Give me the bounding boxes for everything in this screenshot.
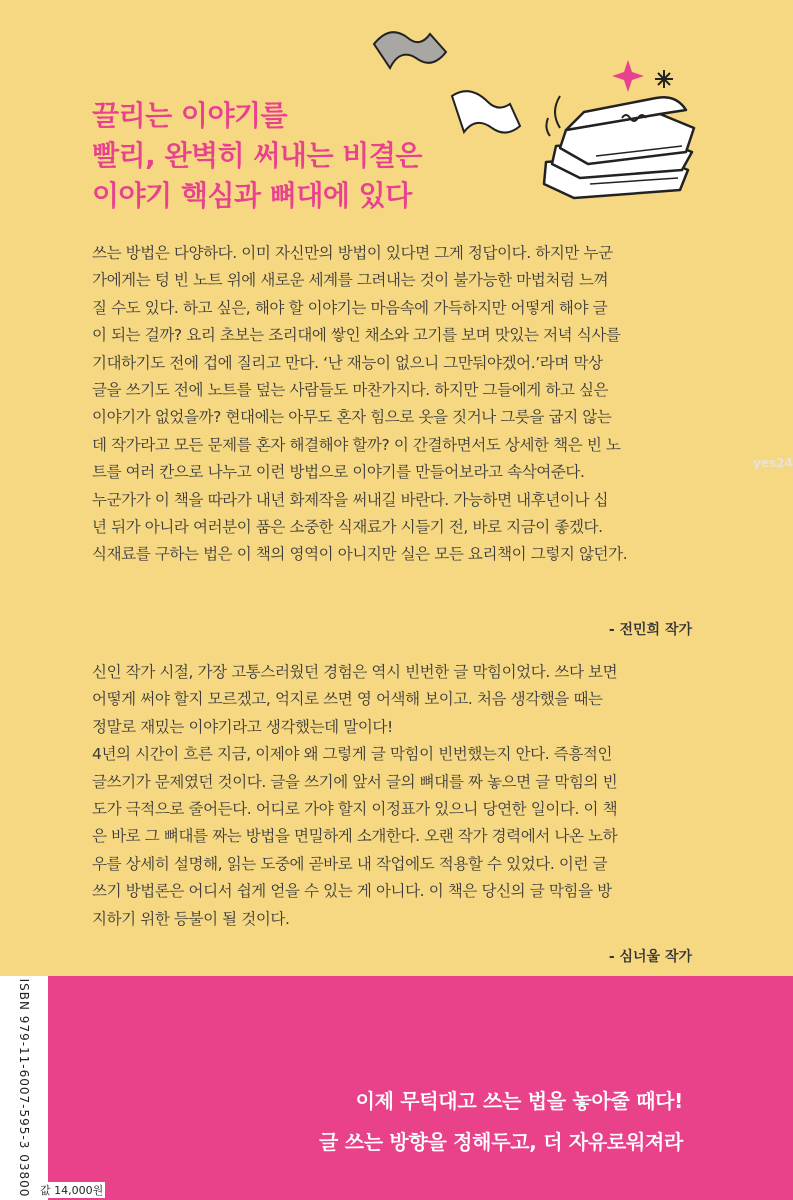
watermark: yes24 (753, 456, 793, 470)
review-line: 도가 극적으로 줄어든다. 어디로 가야 할지 이정표가 있으니 당연한 일이다. 이 책 (92, 800, 618, 819)
review-line: 쓰기 방법론은 어디서 쉽게 얻을 수 있는 게 아니다. 이 책은 당신의 글 막힘을 방 (92, 882, 612, 901)
review-line: 지하기 위한 등불이 될 것이다. (92, 909, 290, 928)
review-line: 누군가가 이 책을 따라가 내년 화제작을 써내길 바란다. 가능하면 내후년이나 십 (92, 490, 609, 509)
price-text: 값 14,000원 (40, 1184, 104, 1197)
flying-paper-icon (452, 91, 520, 132)
headline-line: 빨리, 완벽히 써내는 비결은 (92, 139, 422, 172)
slogan-line: 글 쓰는 방향을 정해두고, 더 자유로워져라 (319, 1130, 683, 1154)
review-line: 이 되는 걸까? 요리 초보는 조리대에 쌓인 채소와 고기를 보며 맛있는 저녁 식사를 (92, 326, 621, 345)
headline (92, 96, 422, 216)
review-line: 우를 상세히 설명해, 읽는 도중에 곧바로 내 작업에도 적용할 수 있었다. 이런 글 (92, 854, 608, 873)
review-2-text (92, 659, 692, 933)
sparkle-icon (655, 70, 673, 88)
review-line: 4년의 시간이 흐른 지금, 이제야 왜 그렇게 글 막힘이 빈번했는지 안다. 즉흥적인 (92, 745, 613, 764)
review-line: 쓰는 방법은 다양하다. 이미 자신만의 방법이 있다면 그게 정답이다. 하지만 누군 (92, 244, 613, 262)
review-line: 이야기가 없었을까? 현대에는 아무도 혼자 힘으로 옷을 짓거나 그릇을 굽지 않는 (92, 408, 612, 427)
review-line: 가에게는 텅 빈 노트 위에 새로운 세계를 그려내는 것이 불가능한 마법처럼 느껴 (92, 271, 609, 290)
review-line: 질 수도 있다. 하고 싶은, 해야 할 이야기는 마음속에 가득하지만 어떻게 해야 글 (92, 298, 608, 317)
headline-line: 이야기 핵심과 뼈대에 있다 (92, 179, 412, 212)
review-line: 어떻게 써야 할지 모르겠고, 억지로 쓰면 영 어색해 보이고. 처음 생각했을 때는 (92, 690, 603, 709)
sparkle-icon (612, 60, 644, 92)
review-1-text (92, 240, 692, 569)
review-line: 정말로 재밌는 이야기라고 생각했는데 말이다! (92, 717, 393, 736)
review-line: 년 뒤가 아니라 여러분이 품은 소중한 식재료가 시들기 전, 바로 지금이 좋겠다. (92, 518, 603, 537)
headline-line: 끌리는 이야기를 (92, 99, 288, 132)
slogan-line: 이제 무턱대고 쓰는 법을 놓아줄 때다! (355, 1089, 683, 1113)
review-line: 식재료를 구하는 법은 이 책의 영역이 아니지만 실은 모든 요리책이 그렇지 않던가. (92, 545, 628, 564)
flying-paper-icon (374, 32, 446, 68)
review-line: 글쓰기가 문제였던 것이다. 글을 쓰기에 앞서 글의 뼈대를 짜 놓으면 글 막힘의 빈 (92, 772, 618, 791)
review-1-author: - 전민희 작가 (608, 622, 692, 638)
review-line: 트를 여러 칸으로 나누고 이런 방법으로 이야기를 만들어보라고 속삭여준다. (92, 463, 585, 482)
review-2-author: - 심너울 작가 (608, 949, 692, 965)
review-line: 은 바로 그 뼈대를 짜는 방법을 면밀하게 소개한다. 오랜 작가 경력에서 나온 노하 (92, 827, 618, 846)
isbn-text: ISBN 979-11-6007-595-3 03800 (17, 978, 31, 1198)
review-line: 기대하기도 전에 겁에 질리고 만다. ‘난 재능이 없으니 그만둬야겠어.’라며 막상 (92, 353, 603, 372)
review-line: 글을 쓰기도 전에 노트를 덮는 사람들도 마찬가지다. 하지만 그들에게 하고 싶은 (92, 381, 609, 400)
review-line: 신인 작가 시절, 가장 고통스러웠던 경험은 역시 빈번한 글 막힘이었다. 쓰다 보면 (92, 663, 618, 681)
review-line: 데 작가라고 모든 문제를 혼자 해결해야 할까? 이 간결하면서도 상세한 책은 빈 노 (92, 435, 621, 454)
